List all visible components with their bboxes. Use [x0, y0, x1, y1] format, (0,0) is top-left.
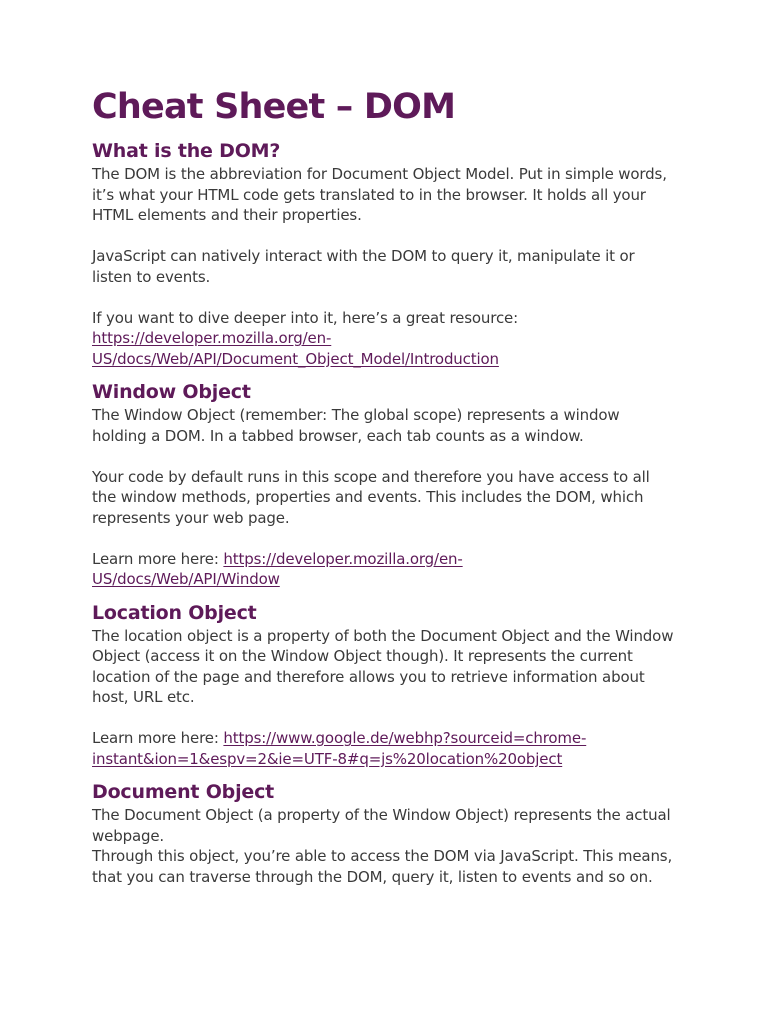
paragraph	[92, 549, 674, 590]
link-text-line-1: https://developer.mozilla.org/en-	[223, 549, 463, 568]
link-text-line-2: instant&ion=1&espv=2&ie=UTF-8#q=js%20location%20object	[92, 749, 563, 768]
paragraph-spacer	[92, 226, 674, 247]
link-text-line-2: US/docs/Web/API/Document_Object_Model/Introduction	[92, 349, 499, 368]
paragraph: The Window Object (remember: The global scope) represents a window holding a DOM. In a tabbed browser, each tab counts as a window.	[92, 406, 620, 445]
link-text-line-1: https://www.google.de/webhp?sourceid=chrome-	[223, 729, 587, 747]
paragraph: The Document Object (a property of the Window Object) represents the actual webpage.	[92, 806, 671, 845]
section-location-object	[92, 600, 674, 770]
section-document-object	[92, 779, 674, 887]
paragraph-text: Learn more here:	[92, 729, 224, 747]
paragraph	[92, 308, 674, 370]
section-heading: What is the DOM?	[92, 140, 281, 162]
section-heading: Location Object	[92, 601, 257, 624]
section-what-is-dom	[92, 138, 674, 369]
paragraph: Your code by default runs in this scope and therefore you have access to all the window methods, properties and events. This includes the DOM, which represents your web page.	[92, 467, 650, 527]
paragraph	[92, 728, 674, 769]
mdn-dom-introduction-link[interactable]	[92, 329, 499, 368]
paragraph-text: If you want to dive deeper into it, here’s a great resource:	[92, 308, 519, 327]
paragraph-spacer	[92, 287, 674, 308]
link-text-line-2: US/docs/Web/API/Window	[92, 570, 280, 588]
paragraph: The DOM is the abbreviation for Document Object Model. Put in simple words, it’s what your HTML code gets translated to in the browser. It holds all your HTML elements and their properties.	[92, 165, 667, 224]
paragraph-spacer	[92, 708, 674, 729]
paragraph: Through this object, you’re able to access the DOM via JavaScript. This means, that you can traverse through the DOM, query it, listen to events and so on.	[92, 847, 673, 886]
paragraph-spacer	[92, 528, 674, 549]
paragraph: JavaScript can natively interact with the DOM to query it, manipulate it or listen to events.	[92, 247, 635, 286]
section-heading: Document Object	[92, 781, 275, 803]
paragraph-text: Learn more here:	[92, 549, 224, 568]
paragraph: The location object is a property of both the Document Object and the Window Object (access it on the Window Object though). It represents the current location of the page and therefore allows you to retrieve information about host, URL etc.	[92, 626, 674, 706]
link-text-line-1: https://developer.mozilla.org/en-	[92, 329, 332, 347]
paragraph-spacer	[92, 446, 674, 467]
section-window-object	[92, 379, 674, 590]
section-heading: Window Object	[92, 381, 251, 403]
page-title: Cheat Sheet – DOM	[92, 87, 456, 127]
